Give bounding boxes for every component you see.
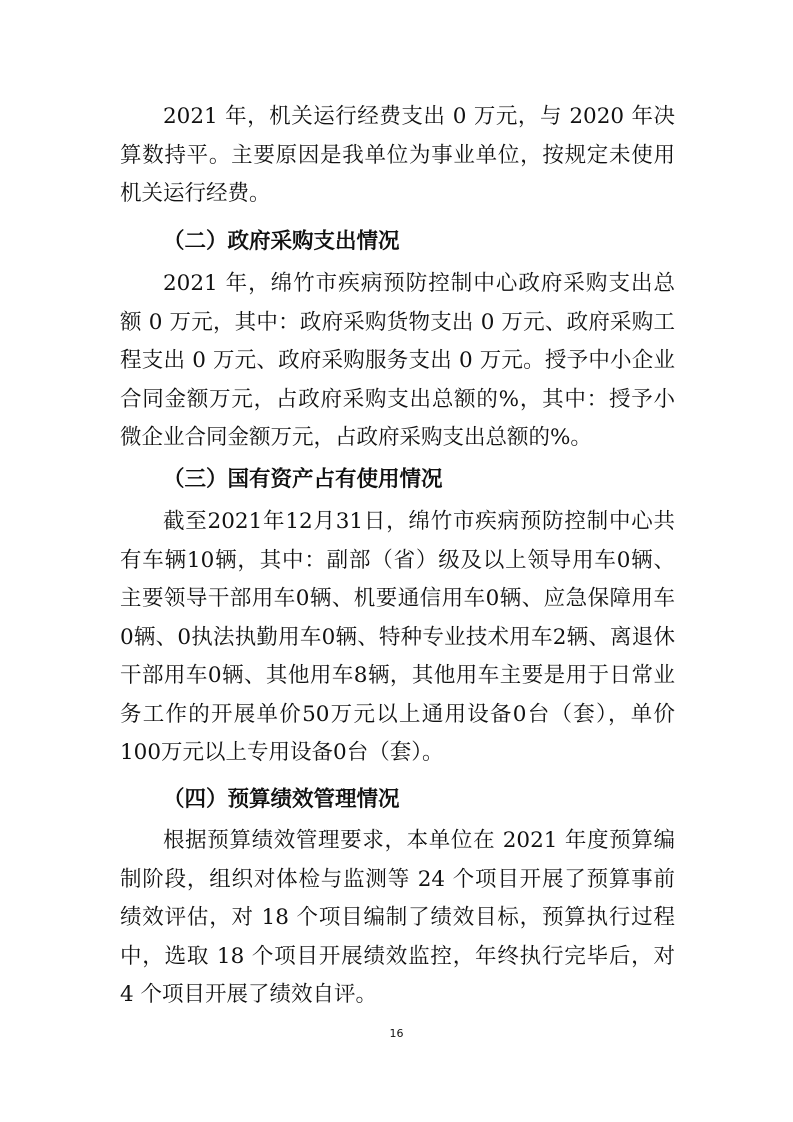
paragraph-operating-expenses: 2021 年，机关运行经费支出 0 万元，与 2020 年决算数持平。主要原因是我单位为事业单位，按规定未使用机关运行经费。 (120, 104, 675, 206)
page-number: 16 (389, 1027, 404, 1040)
heading-government-procurement: （二）政府采购支出情况 (163, 229, 400, 254)
paragraph-performance-management: 根据预算绩效管理要求，本单位在 2021 年度预算编制阶段，组织对体检与监测等 24 个项目开展了预算事前绩效评估，对 18 个项目编制了绩效目标，预算执行过程中，选取 18 个项目开展绩效监控，年终执行完毕后，对 4 个项目开展了绩效自评。 (120, 828, 675, 1007)
paragraph-state-assets: 截至2021年12月31日，绵竹市疾病预防控制中心共有车辆10辆，其中：副部（省）级及以上领导用车0辆、主要领导干部用车0辆、机要通信用车0辆、应急保障用车0辆、0执法执勤用车0辆、特种专业技术用车2辆、离退休干部用车0辆、其他用车8辆，其他用车主要是用于日常业务工作的开展单价50万元以上通用设备0台（套），单价100万元以上专用设备0台（套）。 (120, 509, 675, 765)
heading-performance-management: （四）预算绩效管理情况 (163, 787, 400, 812)
paragraph-government-procurement: 2021 年，绵竹市疾病预防控制中心政府采购支出总额 0 万元，其中：政府采购货物支出 0 万元、政府采购工程支出 0 万元、政府采购服务支出 0 万元。授予中小企业合同金额万元，占政府采购支出总额的%，其中：授予小微企业合同金额万元，占政府采购支出总额的%。 (120, 271, 675, 450)
heading-state-assets: （三）国有资产占有使用情况 (163, 467, 443, 492)
